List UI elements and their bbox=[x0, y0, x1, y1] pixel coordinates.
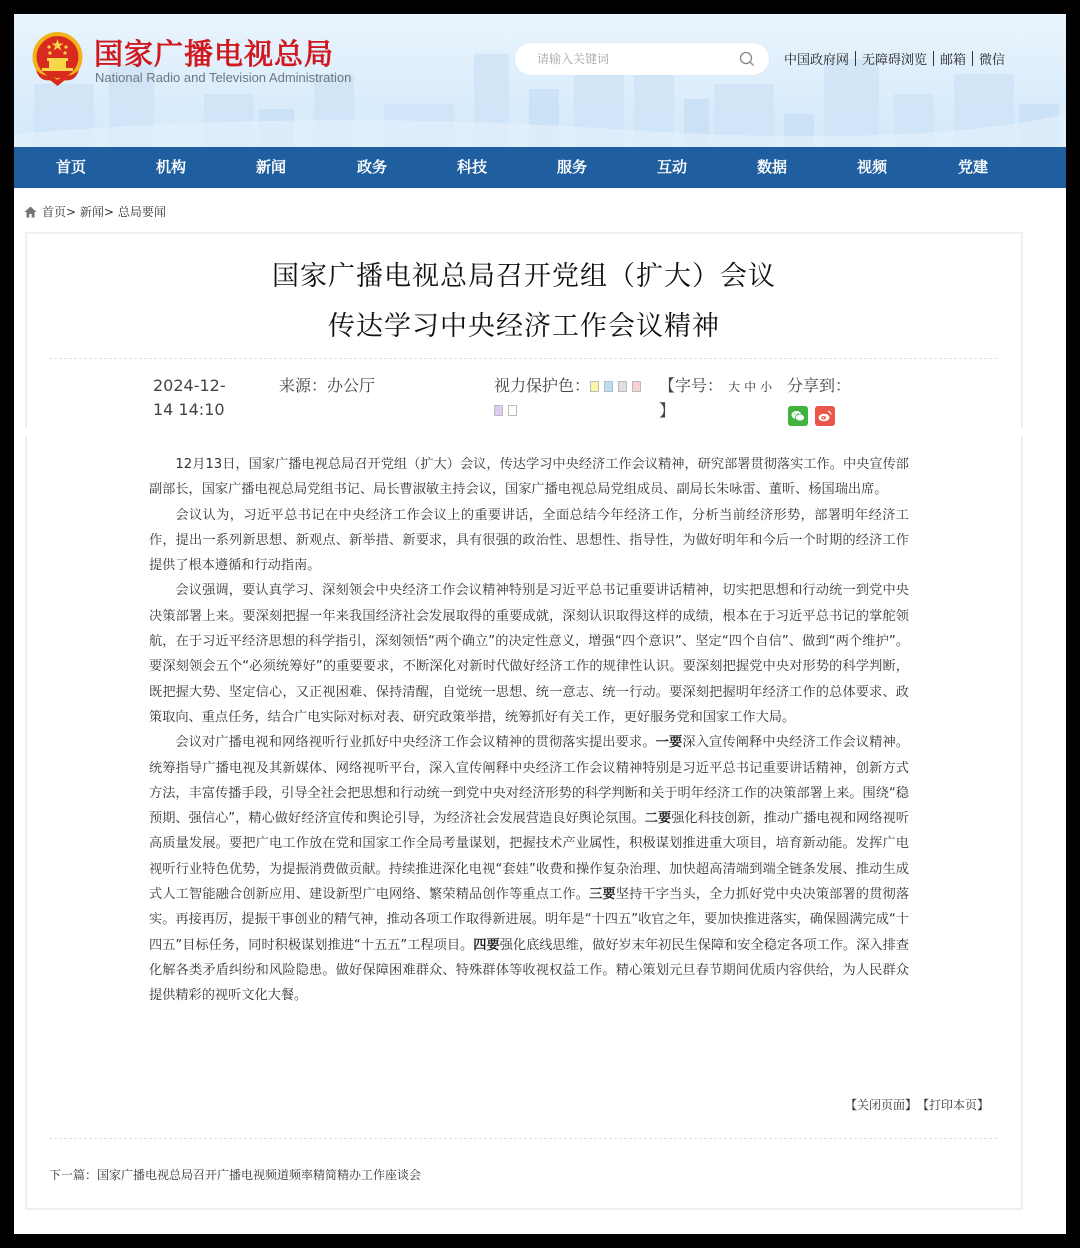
share-buttons bbox=[788, 406, 835, 426]
eye-care-color-picker bbox=[494, 374, 654, 422]
article-title-line-1: 国家广播电视总局召开党组（扩大）会议 bbox=[272, 261, 776, 292]
swatch-white[interactable] bbox=[508, 405, 517, 416]
title-divider bbox=[49, 358, 997, 359]
link-accessibility[interactable]: 无障碍浏览 bbox=[862, 53, 928, 68]
weibo-icon[interactable] bbox=[815, 406, 835, 426]
divider bbox=[972, 51, 973, 66]
breadcrumb-separator: > bbox=[66, 204, 77, 219]
divider bbox=[855, 51, 856, 66]
page bbox=[14, 14, 1066, 1234]
border-gap-right bbox=[1020, 428, 1024, 436]
breadcrumb bbox=[24, 203, 166, 220]
publish-date bbox=[153, 374, 243, 422]
breadcrumb-headlines[interactable]: 总局要闻 bbox=[117, 205, 166, 219]
article-body bbox=[149, 452, 909, 1009]
share-label: 分享到： bbox=[787, 376, 852, 395]
font-size-control bbox=[659, 374, 776, 423]
print-page-link[interactable]: 【打印本页】 bbox=[922, 1098, 989, 1112]
site-title[interactable]: 国家广播电视总局 bbox=[94, 37, 335, 71]
point-three-label: 三要 bbox=[589, 887, 616, 903]
top-links bbox=[784, 49, 1005, 68]
site-header bbox=[14, 14, 1066, 147]
link-wechat[interactable]: 微信 bbox=[979, 53, 1006, 68]
national-emblem-icon bbox=[30, 30, 85, 88]
footer-divider bbox=[49, 1138, 997, 1139]
link-gov-cn[interactable]: 中国政府网 bbox=[784, 53, 850, 68]
search-box bbox=[515, 43, 769, 75]
article-title bbox=[27, 252, 1021, 352]
link-mailbox[interactable]: 邮箱 bbox=[940, 53, 967, 68]
article-card bbox=[25, 232, 1023, 1210]
swatch-pink[interactable] bbox=[632, 381, 641, 392]
nav-item-government-affairs[interactable]: 政务 bbox=[356, 158, 387, 176]
font-size-medium[interactable]: 中 bbox=[744, 380, 757, 394]
article-title-line-2: 传达学习中央经济工作会议精神 bbox=[328, 311, 720, 342]
point-one-label: 一要 bbox=[655, 735, 683, 751]
font-size-large[interactable]: 大 bbox=[728, 380, 741, 394]
nav-item-data[interactable]: 数据 bbox=[756, 158, 787, 176]
publish-date-line-2: 14 14:10 bbox=[153, 400, 225, 419]
nav-item-video[interactable]: 视频 bbox=[856, 158, 887, 176]
next-article bbox=[49, 1166, 421, 1183]
site-subtitle: National Radio and Television Administration bbox=[95, 70, 352, 85]
search-icon[interactable] bbox=[739, 51, 755, 67]
article-source: 来源：办公厅 bbox=[279, 376, 376, 395]
next-article-link[interactable]: 国家广播电视总局召开广播电视频道频率精简精办工作座谈会 bbox=[97, 1168, 422, 1182]
article-paragraph-3: 会议强调，要认真学习、深刻领会中央经济工作会议精神特别是习近平总书记重要讲话精神，切实把思想和行动统一到党中央决策部署上来。要深刻把握一年来我国经济社会发展取得的重要成就，深刻认识取得这样的成绩，根本在于习近平总书记的掌舵领航，在于习近平经济思想的科学指引，深刻领悟“两个确立”的决定性意义，增强“四个意识”、坚定“四个自信”、做到“两个维护”。要深刻领会五个“必须统筹好”的重要要求，不断深化对新时代做好经济工作的规律性认识。要深刻把握党中央对形势的科学判断，既把握大势、坚定信心，又正视困难、保持清醒，自觉统一思想、统一意志、统一行动。要深刻把握明年经济工作的总体要求、政策取向、重点任务，结合广电实际对标对表、研究政策举措，统筹抓好有关工作，更好服务党和国家工作大局。 bbox=[149, 583, 909, 725]
point-four-label: 四要 bbox=[473, 937, 500, 953]
nav-item-news[interactable]: 新闻 bbox=[255, 158, 286, 176]
article-paragraph-2: 会议认为，习近平总书记在中央经济工作会议上的重要讲话，全面总结今年经济工作，分析当前经济形势，部署明年经济工作，提出一系列新思想、新观点、新举措、新要求，具有很强的政治性、思想性、指导性，为做好明年和今后一个时期的经济工作提供了根本遵循和行动指南。 bbox=[149, 507, 909, 574]
wechat-icon[interactable] bbox=[788, 406, 808, 426]
swatch-blue[interactable] bbox=[604, 381, 613, 392]
breadcrumb-news[interactable]: 新闻 bbox=[79, 205, 104, 219]
breadcrumb-separator: > bbox=[103, 204, 114, 219]
font-size-label: 【字号： bbox=[659, 376, 724, 395]
article-paragraph-1: 12月13日，国家广播电视总局召开党组（扩大）会议，传达学习中央经济工作会议精神，研究部署贯彻落实工作。中央宣传部副部长，国家广播电视总局党组书记、局长曹淑敏主持会议，国家广播电视总局党组成员、副局长朱咏雷、董昕、杨国瑞出席。 bbox=[149, 457, 909, 498]
publish-date-line-1: 2024-12- bbox=[153, 376, 226, 395]
swatch-yellow[interactable] bbox=[590, 381, 599, 392]
page-actions bbox=[839, 1096, 989, 1113]
border-gap-left bbox=[24, 428, 28, 436]
home-icon bbox=[24, 206, 37, 218]
swatch-purple[interactable] bbox=[494, 405, 503, 416]
nav-item-technology[interactable]: 科技 bbox=[456, 158, 487, 176]
divider bbox=[933, 51, 934, 66]
nav-item-party-building[interactable]: 党建 bbox=[957, 158, 988, 176]
nav-item-home[interactable]: 首页 bbox=[55, 158, 86, 176]
main-nav bbox=[14, 147, 1066, 188]
article-paragraph-4: 会议对广播电视和网络视听行业抓好中央经济工作会议精神的贯彻落实提出要求。一要深入宣传阐释中央经济工作会议精神。统筹指导广播电视及其新媒体、网络视听平台，深入宣传阐释中央经济工作会议精神特别是习近平总书记重要讲话精神，创新方式方法，丰富传播手段，引导全社会把思想和行动统一到党中央对经济形势的科学判断和关于明年经济工作的决策部署上来。围绕“稳预期、强信心”，精心做好经济宣传和舆论引导，为经济社会发展营造良好舆论氛围。二要强化科技创新，推动广播电视和网络视听高质量发展。要把广电工作放在党和国家工作全局考量谋划，把握技术产业属性，积极谋划推进重大项目，培育新动能。发挥广电视听行业特色优势，为提振消费做贡献。持续推进深化电视“套娃”收费和操作复杂治理、加快超高清端到端全链条发展、推动生成式人工智能融合创新应用、建设新型广电网络、繁荣精品创作等重点工作。三要坚持干字当头，全力抓好党中央决策部署的贯彻落实。再接再厉，提振干事创业的精气神，推动各项工作取得新进展。明年是“十四五”收官之年，要加快推进落实，确保圆满完成“十四五”目标任务，同时积极谋划推进“十五五”工程项目。四要强化底线思维，做好岁末年初民生保障和安全稳定各项工作。深入排查化解各类矛盾纠纷和风险隐患。做好保障困难群众、特殊群体等收视权益工作。精心策划元旦春节期间优质内容供给，为人民群众提供精彩的视听文化大餐。 bbox=[149, 735, 910, 1004]
next-article-label: 下一篇： bbox=[49, 1168, 98, 1182]
nav-item-interaction[interactable]: 互动 bbox=[656, 158, 687, 176]
close-page-link[interactable]: 【关闭页面】 bbox=[844, 1098, 917, 1112]
swatch-gray[interactable] bbox=[618, 381, 627, 392]
nav-item-organization[interactable]: 机构 bbox=[155, 158, 186, 176]
font-size-close-bracket: 】 bbox=[659, 401, 676, 420]
search-input[interactable] bbox=[537, 43, 727, 75]
breadcrumb-home[interactable]: 首页 bbox=[42, 205, 67, 219]
point-two-label: 二要 bbox=[644, 811, 672, 827]
nav-item-services[interactable]: 服务 bbox=[556, 158, 587, 176]
eye-care-label: 视力保护色： bbox=[494, 376, 591, 395]
font-size-small[interactable]: 小 bbox=[760, 380, 773, 394]
